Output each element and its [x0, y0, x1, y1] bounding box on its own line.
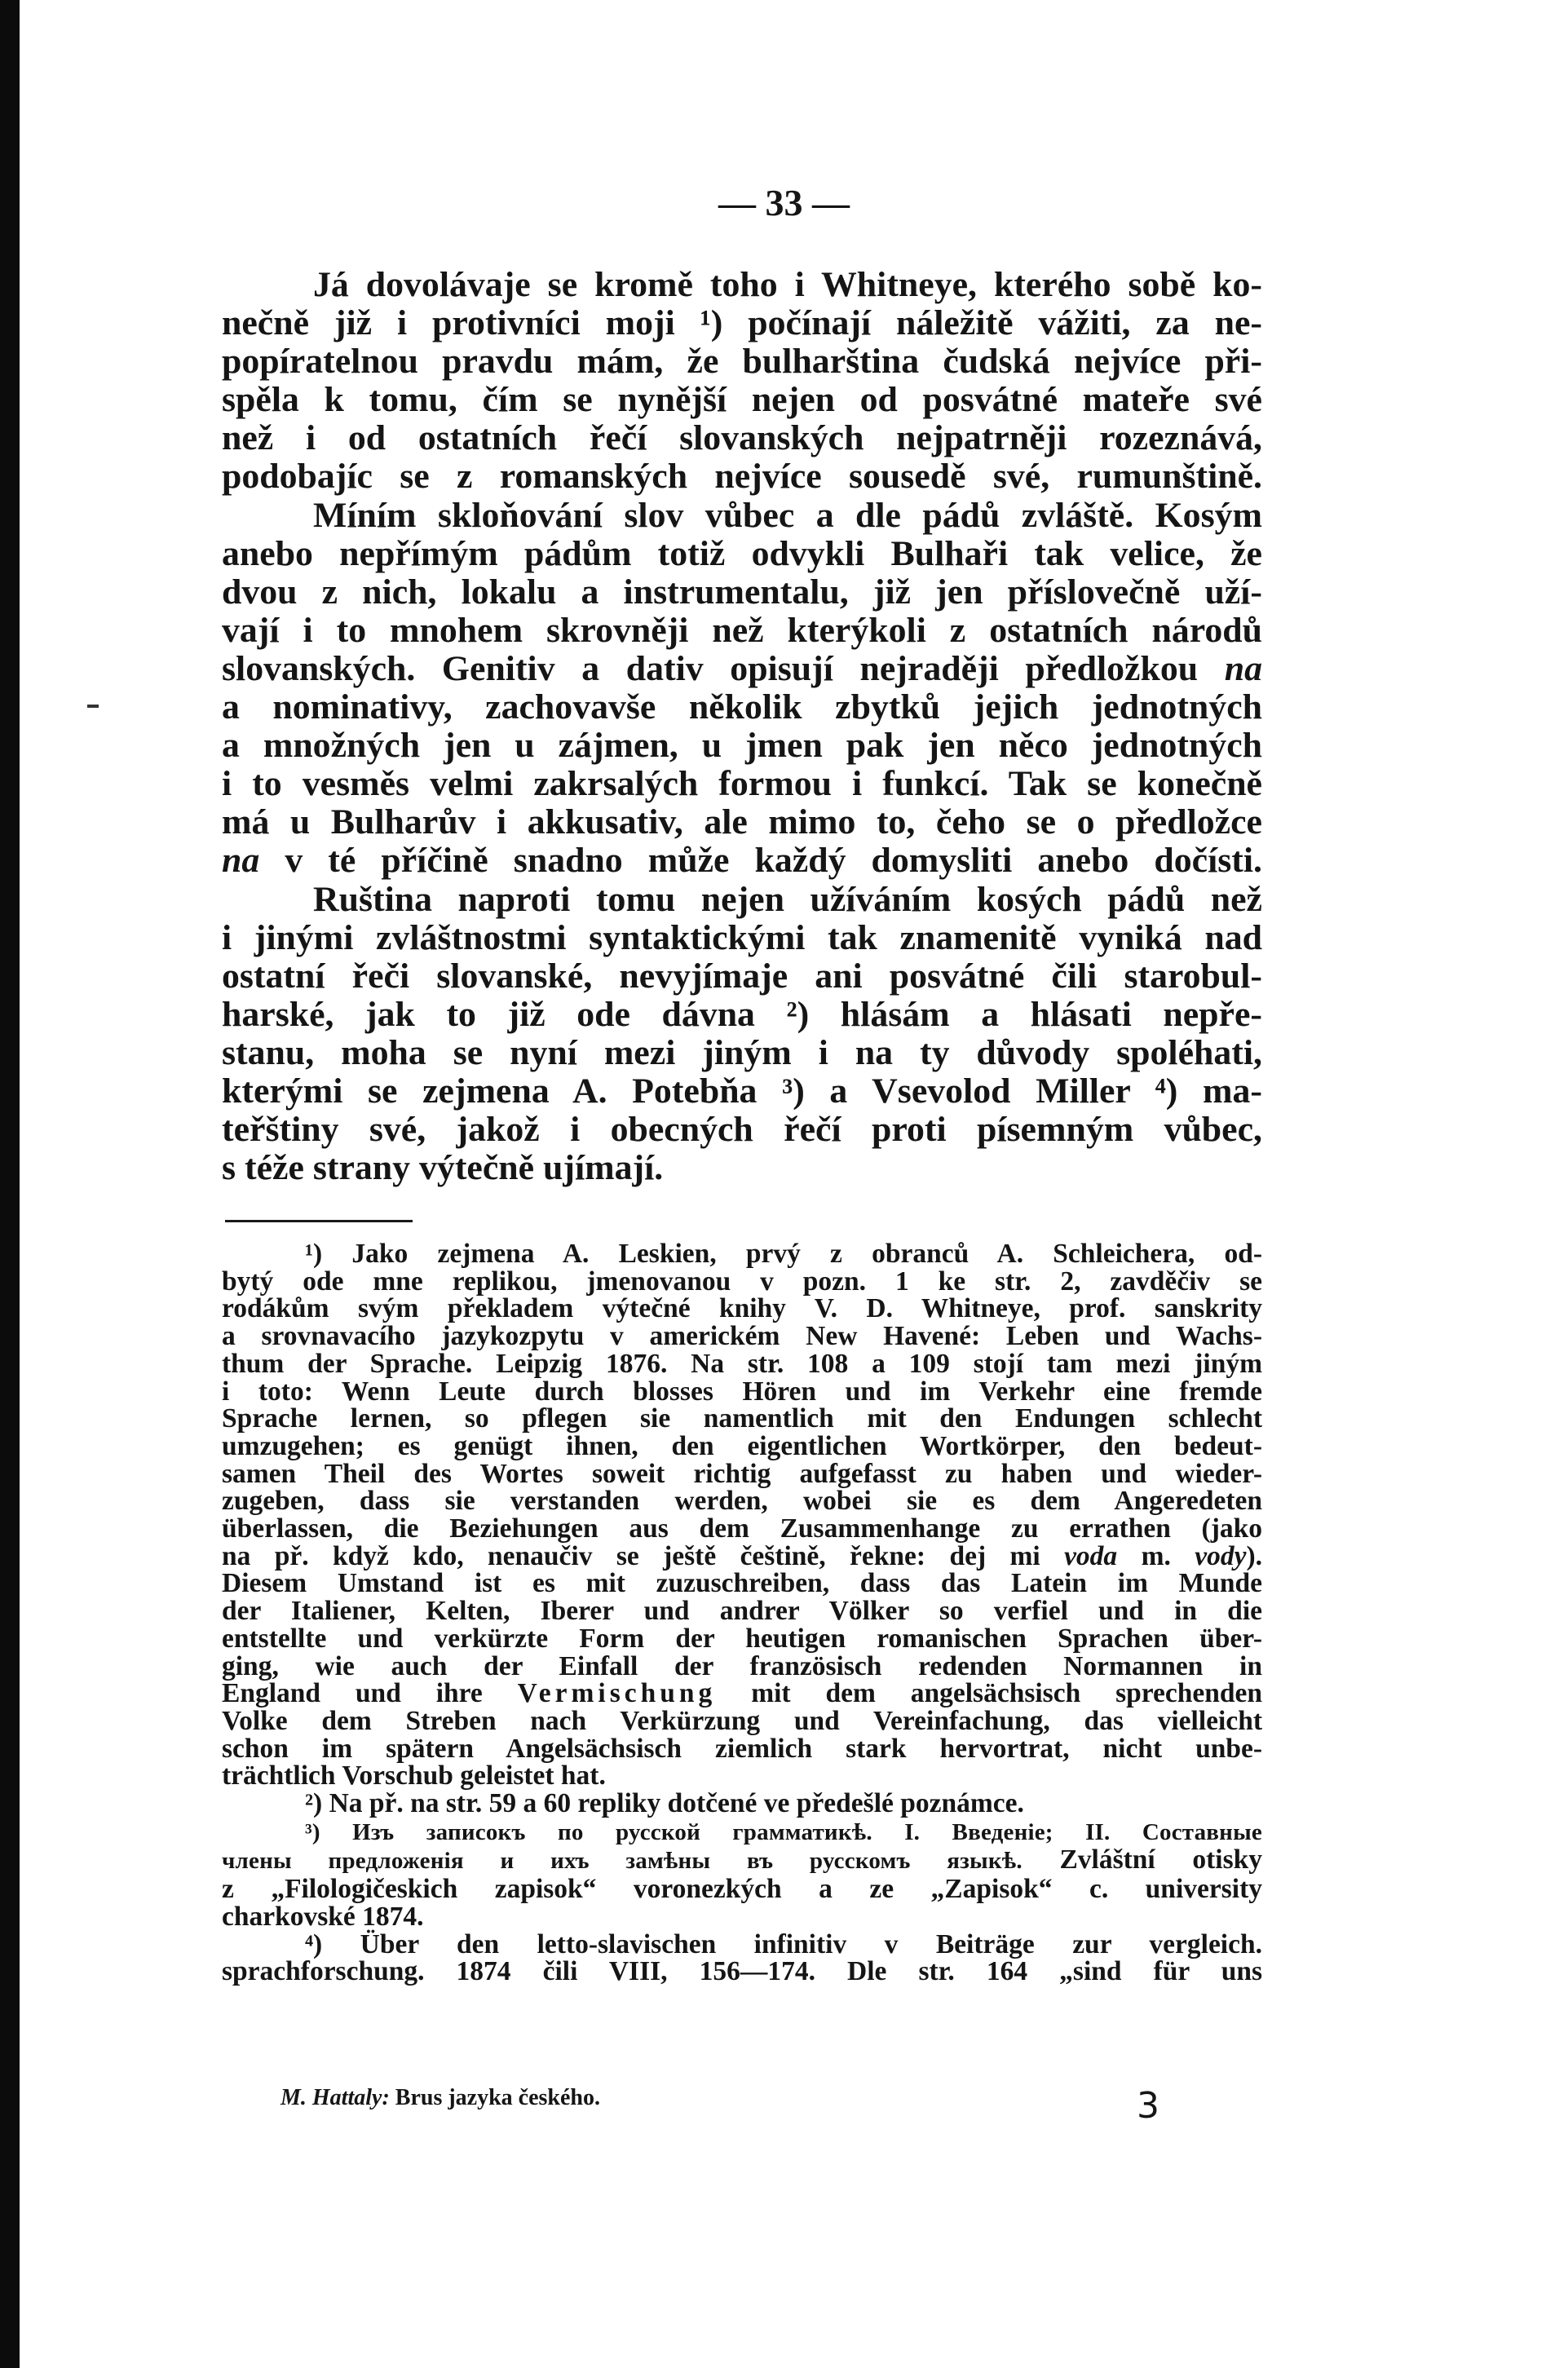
text-line: Já dovolávaje se kromě toho i Whitneye, kterého sobě ko-	[313, 265, 1262, 304]
text-line	[222, 842, 1262, 880]
page-footer	[280, 2085, 1262, 2127]
footnote-line: schon im spätern Angelsächsisch ziemlich stark hervortrat, nicht unbe-	[222, 1733, 1262, 1764]
footnote-line	[222, 1680, 1262, 1708]
signature-mark: 3	[1137, 2085, 1159, 2127]
text-line: má u Bulharův i akkusativ, ale mimo to, čeho se o předložce	[222, 802, 1262, 842]
italic-word: na	[1224, 648, 1262, 688]
main-text	[222, 266, 1262, 1187]
text-line: i jinými zvláštnostmi syntaktickými tak znamenitě vyniká nad	[222, 917, 1262, 957]
text-span: England und ihre	[222, 1678, 483, 1709]
spaced-word: Vermischung	[517, 1678, 717, 1709]
footnote-line: ¹) Jako zejmena A. Leskien, prvý z obranců A. Schleichera, od-	[305, 1239, 1262, 1269]
italic-word: vody	[1195, 1540, 1247, 1571]
footnote-line: der Italiener, Kelten, Iberer und andrer Völker so verfiel und in die	[222, 1596, 1262, 1627]
text-line: vají i to mnohem skrovněji než kterýkoli z ostatních národů	[222, 610, 1262, 650]
footer-author: M. Hattaly:	[280, 2085, 390, 2110]
text-line: s téže strany výtečně ujímají.	[222, 1148, 664, 1188]
text-line: teřštiny své, jakož i obecných řečí proti písemným vůbec,	[222, 1110, 1262, 1150]
text-line: nečně již i protivníci moji ¹) počínají náležitě vážiti, za ne-	[222, 303, 1262, 343]
text-line: a množných jen u zájmen, u jmen pak jen něco jednotných	[222, 726, 1262, 766]
footnote-line: umzugehen; es genügt ihnen, den eigentlichen Wortkörper, den bedeut-	[222, 1430, 1262, 1461]
footnote-separator	[225, 1220, 413, 1222]
footnote-line: ⁴) Über den letto-slavischen infinitiv v Beiträge zur vergleich.	[305, 1928, 1262, 1959]
text-span: Zvláštní otisky	[1059, 1844, 1262, 1875]
text-line: anebo nepřímým pádům totiž odvykli Bulhaři tak velice, že	[222, 533, 1262, 573]
footnote-line: Diesem Umstand ist es mit zuzuschreiben, dass das Latein im Munde	[222, 1568, 1262, 1599]
footnote-line: z „Filologičeskich zapisok“ voronezkých a ze „Zapisok“ c. university	[222, 1874, 1262, 1905]
footnote-line: bytý ode mne replikou, jmenovanou v pozn. 1 ke str. 2, zavděčiv se	[222, 1266, 1262, 1297]
text-line	[222, 650, 1262, 688]
text-line: ostatní řeči slovanské, nevyjímaje ani posvátné čili starobul-	[222, 956, 1262, 996]
scan-left-border	[0, 0, 20, 2368]
russian-text: ³) Изъ записокъ по русской грамматикѣ. I. Введеніе; II. Составные	[305, 1818, 1262, 1845]
text-span: na př. když kdo, nenaučiv se ještě češtině, řekne: dej mi	[222, 1540, 1040, 1571]
text-span: v té příčině snadno může každý domysliti anebo dočísti.	[285, 841, 1262, 881]
text-line: Ruština naproti tomu nejen užíváním kosých pádů než	[313, 879, 1262, 919]
footnote-line: ging, wie auch der Einfall der französisch redenden Normannen in	[222, 1650, 1262, 1681]
footnote-line	[222, 1818, 1262, 1847]
text-span: mit dem angelsächsisch sprechenden	[751, 1678, 1263, 1709]
text-line: i to vesměs velmi zakrsalých formou i funkcí. Tak se konečně	[222, 764, 1262, 804]
footnote-line: i toto: Wenn Leute durch blosses Hören und im Verkehr eine fremde	[222, 1376, 1262, 1407]
text-line: a nominativy, zachovavše několik zbytků jejich jednotných	[222, 687, 1262, 727]
footnote-line	[222, 1846, 1262, 1875]
footnote-line: a srovnavacího jazykozpytu v americkém New Havené: Leben und Wachs-	[222, 1321, 1262, 1352]
text-span: slovanských. Genitiv a dativ opisují nejraději předložkou	[222, 648, 1199, 688]
text-line: Míním skloňování slov vůbec a dle pádů zvláště. Kosým	[313, 495, 1262, 535]
footnote-line: überlassen, die Beziehungen aus dem Zusammenhange zu errathen (jako	[222, 1513, 1262, 1544]
text-line: harské, jak to již ode dávna ²) hlásám a hlásati nepře-	[222, 994, 1262, 1034]
footnote-line: rodákům svým překladem výtečné knihy V. D. Whitneye, prof. sanskrity	[222, 1293, 1262, 1324]
footnote-line: zugeben, dass sie verstanden werden, wobei sie es dem Angeredeten	[222, 1486, 1262, 1517]
text-line: podobajíc se z romanských nejvíce sousedě své, rumunštině.	[222, 457, 1262, 497]
text-line: stanu, moha se nyní mezi jiným i na ty důvody spoléhati,	[222, 1032, 1262, 1072]
page-number: — 33 —	[718, 182, 850, 223]
footnote-line: sprachforschung. 1874 čili VIII, 156—174. Dle str. 164 „sind für uns	[222, 1956, 1262, 1987]
footnote-line: ²) Na př. na str. 59 a 60 repliky dotčené ve předešlé poznámce.	[305, 1788, 1024, 1819]
italic-word: voda	[1064, 1540, 1118, 1571]
footer-imprint	[280, 2085, 600, 2111]
text-line: spěla k tomu, čím se nynější nejen od posvátné mateře své	[222, 380, 1262, 420]
text-line: než i od ostatních řečí slovanských nejpatrněji rozeznává,	[222, 418, 1262, 458]
footnote-line: trächtlich Vorschub geleistet hat.	[222, 1761, 606, 1791]
footer-title: Brus jazyka českého.	[395, 2085, 600, 2110]
footnote-line: Volke dem Streben nach Verkürzung und Vereinfachung, das vielleicht	[222, 1705, 1262, 1736]
footnote-line: entstellte und verkürzte Form der heutigen romanischen Sprachen über-	[222, 1623, 1262, 1654]
footnote-line: na př. když kdo, nenaučiv se ještě češtině, řekne: dej mi voda m. vody).	[222, 1540, 1262, 1571]
footnotes	[222, 1240, 1262, 1986]
text-line: dvou z nich, lokalu a instrumentalu, již jen příslovečně uží-	[222, 572, 1262, 612]
margin-mark	[87, 705, 99, 708]
russian-text: члены предложенія и ихъ замѣны въ русскомъ языкѣ.	[222, 1848, 1023, 1875]
text-line: kterými se zejmena A. Potebňa ³) a Vsevolod Miller ⁴) ma-	[222, 1071, 1262, 1111]
text-line: popíratelnou pravdu mám, že bulharština čudská nejvíce při-	[222, 342, 1262, 382]
italic-word: na	[222, 841, 260, 881]
footnote-line: samen Theil des Wortes soweit richtig aufgefasst zu haben und wieder-	[222, 1458, 1262, 1489]
footnote-line: thum der Sprache. Leipzig 1876. Na str. 108 a 109 stojí tam mezi jiným	[222, 1348, 1262, 1379]
text-span: m.	[1141, 1540, 1171, 1571]
footnote-line: charkovské 1874.	[222, 1901, 424, 1932]
footnote-line: Sprache lernen, so pflegen sie namentlich mit den Endungen schlecht	[222, 1403, 1262, 1434]
